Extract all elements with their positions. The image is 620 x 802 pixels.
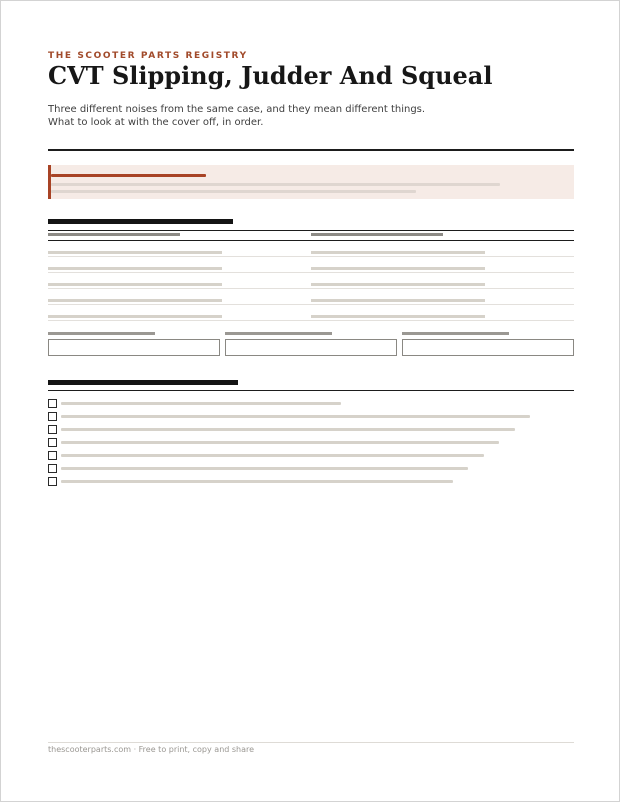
column-header-placeholder [311, 233, 443, 236]
table-header-row [48, 230, 574, 241]
table-row [48, 305, 574, 321]
table-cell-placeholder [311, 315, 485, 318]
callout-accent-bar [48, 165, 51, 199]
checklist-item [48, 438, 574, 447]
checkbox[interactable] [48, 464, 57, 473]
header-rule [48, 149, 574, 151]
fill-in-field[interactable] [225, 339, 397, 356]
diagnosis-table [48, 230, 574, 321]
checklist-item [48, 425, 574, 434]
field-label-placeholder [225, 332, 332, 335]
table-row [48, 289, 574, 305]
subtitle-line-1: Three different noises from the same case, and they mean different things. [48, 104, 426, 115]
checklist-item [48, 451, 574, 460]
checkbox[interactable] [48, 438, 57, 447]
section-heading-placeholder [48, 219, 233, 224]
table-cell-placeholder [48, 283, 222, 286]
fill-in-field[interactable] [48, 339, 220, 356]
checklist-text-placeholder [61, 402, 341, 405]
checkbox[interactable] [48, 399, 57, 408]
column-header-placeholder [48, 233, 180, 236]
callout-text-placeholder [51, 190, 416, 193]
checklist-text-placeholder [61, 467, 468, 470]
callout-note [48, 165, 574, 199]
section-rule [48, 390, 574, 391]
checklist-item [48, 464, 574, 473]
checklist-item [48, 477, 574, 486]
table-cell-placeholder [311, 251, 485, 254]
footer-text: thescooterparts.com · Free to print, copy and share [48, 745, 255, 754]
page-subtitle [48, 103, 568, 129]
checklist-text-placeholder [61, 441, 499, 444]
table-cell-placeholder [48, 251, 222, 254]
publisher-kicker: THE SCOOTER PARTS REGISTRY [48, 51, 248, 61]
footer-rule [48, 742, 574, 743]
checklist-text-placeholder [61, 454, 484, 457]
callout-heading-placeholder [51, 174, 206, 177]
field-label-placeholder [48, 332, 155, 335]
table-cell-placeholder [311, 267, 485, 270]
section-heading-placeholder [48, 380, 238, 385]
table-row [48, 257, 574, 273]
checkbox[interactable] [48, 412, 57, 421]
table-cell-placeholder [48, 315, 222, 318]
table-cell-placeholder [311, 283, 485, 286]
callout-text-placeholder [51, 183, 500, 186]
field-label-placeholder [402, 332, 509, 335]
table-cell-placeholder [48, 267, 222, 270]
table-cell-placeholder [311, 299, 485, 302]
checklist-text-placeholder [61, 415, 530, 418]
page-title: CVT Slipping, Judder And Squeal [48, 61, 493, 90]
table-row [48, 241, 574, 257]
checkbox[interactable] [48, 451, 57, 460]
table-cell-placeholder [48, 299, 222, 302]
checklist-text-placeholder [61, 428, 515, 431]
checkbox[interactable] [48, 477, 57, 486]
subtitle-line-2: What to look at with the cover off, in order. [48, 117, 264, 128]
checklist-text-placeholder [61, 480, 453, 483]
checklist-item [48, 412, 574, 421]
checkbox[interactable] [48, 425, 57, 434]
table-row [48, 273, 574, 289]
checklist-item [48, 399, 574, 408]
fill-in-field[interactable] [402, 339, 574, 356]
